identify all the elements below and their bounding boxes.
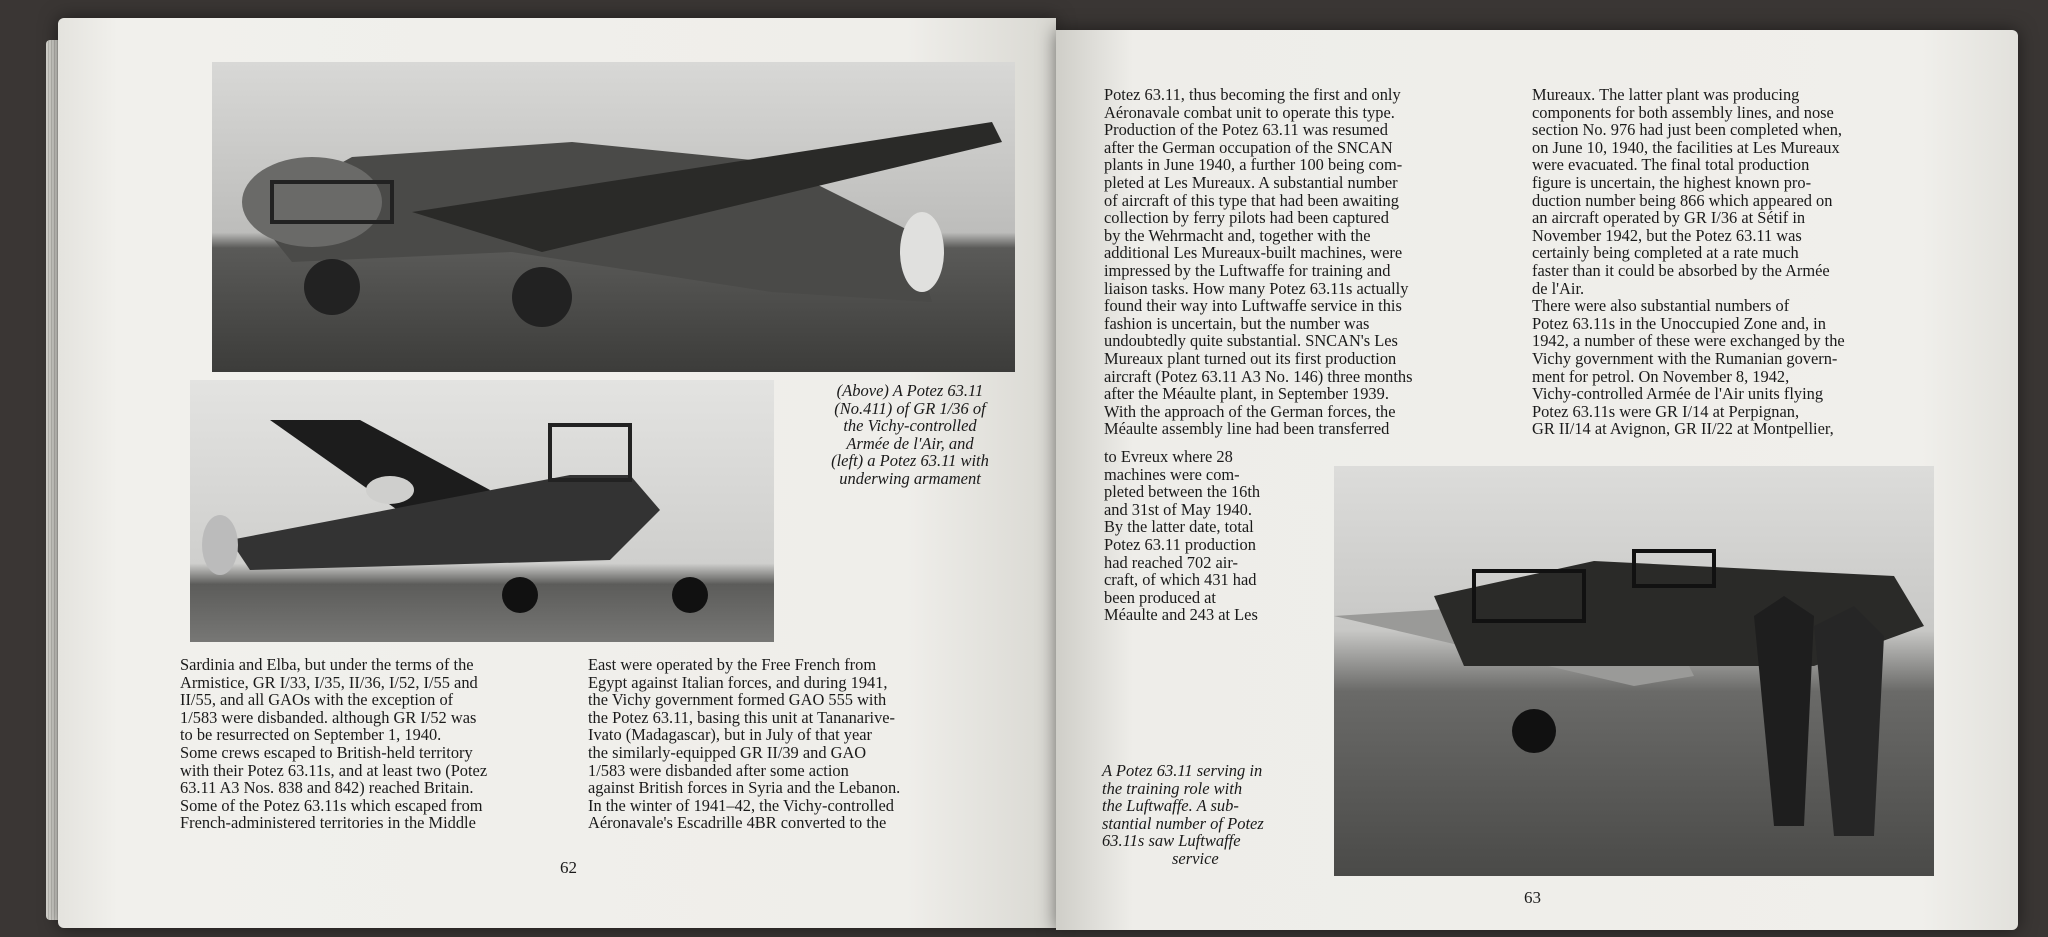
text-line: the similarly-equipped GR II/39 and GAO xyxy=(588,742,867,762)
text-line: fashion is uncertain, but the number was xyxy=(1104,313,1370,333)
text-line: had reached 702 air- xyxy=(1104,552,1238,572)
right-column-1 xyxy=(1104,86,1518,438)
text-line: impressed by the Luftwaffe for training and xyxy=(1104,260,1391,280)
text-line: the Vichy government formed GAO 555 with xyxy=(588,690,887,710)
text-line: Vichy-controlled Armée de l'Air units flying xyxy=(1532,384,1824,404)
text-line: plants in June 1940, a further 100 being com- xyxy=(1104,155,1403,175)
text-line: to Evreux where 28 xyxy=(1104,447,1233,466)
text-line: French-administered territories in the Middle xyxy=(180,813,476,833)
caption-left-photos xyxy=(800,382,1020,488)
caption-line: the training role with xyxy=(1102,778,1243,798)
text-line: after the German occupation of the SNCAN xyxy=(1104,137,1393,157)
caption-line: A Potez 63.11 serving in xyxy=(1102,761,1263,780)
text-line: additional Les Mureaux-built machines, were xyxy=(1104,243,1403,263)
text-line: collection by ferry pilots had been captured xyxy=(1104,208,1389,228)
photo-potez-underwing xyxy=(190,380,774,642)
caption-right-photo xyxy=(1102,762,1332,868)
text-line: Potez 63.11 production xyxy=(1104,534,1256,554)
text-line: In the winter of 1941–42, the Vichy-controlled xyxy=(588,795,894,815)
text-line: figure is uncertain, the highest known pro- xyxy=(1532,172,1812,192)
text-line: Potez 63.11s were GR I/14 at Perpignan, xyxy=(1532,401,1800,421)
text-line: Production of the Potez 63.11 was resumed xyxy=(1104,120,1388,140)
text-line: pleted at Les Mureaux. A substantial number xyxy=(1104,172,1398,192)
text-line: 1/583 were disbanded after some action xyxy=(588,760,849,780)
text-line: of aircraft of this type that had been awaiting xyxy=(1104,190,1399,210)
text-line: against British forces in Syria and the Lebanon. xyxy=(588,778,901,798)
text-line: were evacuated. The final total production xyxy=(1532,155,1810,175)
text-line: ment for petrol. On November 8, 1942, xyxy=(1532,366,1790,386)
text-line: after the Méaulte plant, in September 1939. xyxy=(1104,384,1389,404)
text-line: Potez 63.11s in the Unoccupied Zone and, in xyxy=(1532,313,1826,333)
text-line: and 31st of May 1940. xyxy=(1104,499,1252,519)
caption-line: (left) a Potez 63.11 with xyxy=(831,451,989,471)
photo-potez-top xyxy=(212,62,1015,372)
text-line: East were operated by the Free French from xyxy=(588,655,877,674)
text-line: faster than it could be absorbed by the Armée xyxy=(1532,260,1830,280)
text-line: Some crews escaped to British-held territory xyxy=(180,742,473,762)
page-number-left: 62 xyxy=(560,858,577,877)
text-line: There were also substantial numbers of xyxy=(1532,296,1790,316)
text-line: Potez 63.11, thus becoming the first and only xyxy=(1104,85,1401,104)
text-line: With the approach of the German forces, the xyxy=(1104,401,1396,421)
text-line: Ivato (Madagascar), but in July of that year xyxy=(588,725,873,745)
left-column-2 xyxy=(588,656,1008,832)
text-line: de l'Air. xyxy=(1532,278,1585,298)
text-line: By the latter date, total xyxy=(1104,517,1254,537)
text-line: Egypt against Italian forces, and during 1941, xyxy=(588,672,888,692)
caption-line: service xyxy=(1172,848,1219,868)
text-line: Mureaux. The latter plant was producing xyxy=(1532,85,1800,104)
text-line: Méaulte and 243 at Les xyxy=(1104,605,1258,625)
text-line: Some of the Potez 63.11s which escaped from xyxy=(180,795,483,815)
caption-line: the Luftwaffe. A sub- xyxy=(1102,796,1239,816)
photo-potez-luftwaffe xyxy=(1334,466,1934,876)
text-line: Aéronavale combat unit to operate this type. xyxy=(1104,102,1395,122)
text-line: November 1942, but the Potez 63.11 was xyxy=(1532,225,1802,245)
text-line: Méaulte assembly line had been transferred xyxy=(1104,419,1390,439)
text-line: section No. 976 had just been completed when, xyxy=(1532,120,1842,140)
caption-line: 63.11s saw Luftwaffe xyxy=(1102,831,1241,851)
text-line: Vichy government with the Rumanian govern- xyxy=(1532,348,1838,368)
text-line: certainly being completed at a rate much xyxy=(1532,243,1799,263)
text-line: machines were com- xyxy=(1104,464,1240,484)
caption-line: (Above) A Potez 63.11 xyxy=(836,381,984,400)
text-line: on June 10, 1940, the facilities at Les Mureaux xyxy=(1532,137,1840,157)
right-column-1-narrow xyxy=(1104,448,1312,624)
text-line: undoubtedly quite substantial. SNCAN's Les xyxy=(1104,331,1398,351)
text-line: been produced at xyxy=(1104,587,1216,607)
text-line: 1/583 were disbanded. although GR I/52 was xyxy=(180,707,477,727)
text-line: Sardinia and Elba, but under the terms of the xyxy=(180,655,474,674)
caption-line: the Vichy-controlled xyxy=(843,416,977,436)
text-line: craft, of which 431 had xyxy=(1104,570,1257,590)
text-line: components for both assembly lines, and nose xyxy=(1532,102,1834,122)
text-line: aircraft (Potez 63.11 A3 No. 146) three months xyxy=(1104,366,1413,386)
text-line: with their Potez 63.11s, and at least two (Potez xyxy=(180,760,488,780)
text-line: duction number being 866 which appeared on xyxy=(1532,190,1833,210)
caption-line: stantial number of Potez xyxy=(1102,813,1264,833)
caption-line: Armée de l'Air, and xyxy=(846,433,974,453)
text-line: Aéronavale's Escadrille 4BR converted to the xyxy=(588,813,887,833)
text-line: II/55, and all GAOs with the exception of xyxy=(180,690,454,710)
text-line: 63.11 A3 Nos. 838 and 842) reached Britain. xyxy=(180,778,474,798)
caption-line: (No.411) of GR 1/36 of xyxy=(834,398,986,418)
right-column-2 xyxy=(1532,86,1928,438)
text-line: GR II/14 at Avignon, GR II/22 at Montpellier, xyxy=(1532,419,1834,439)
caption-line: underwing armament xyxy=(839,468,981,488)
left-column-1 xyxy=(180,656,572,832)
page-number-right: 63 xyxy=(1524,888,1541,907)
text-line: by the Wehrmacht and, together with the xyxy=(1104,225,1371,245)
text-line: pleted between the 16th xyxy=(1104,482,1261,502)
text-line: 1942, a number of these were exchanged by the xyxy=(1532,331,1845,351)
text-line: Mureaux plant turned out its first production xyxy=(1104,348,1397,368)
text-line: the Potez 63.11, basing this unit at Tananarive- xyxy=(588,707,896,727)
text-line: Armistice, GR I/33, I/35, II/36, I/52, I/55 and xyxy=(180,672,478,692)
text-line: an aircraft operated by GR I/36 at Sétif in xyxy=(1532,208,1806,228)
text-line: found their way into Luftwaffe service in this xyxy=(1104,296,1402,316)
text-line: liaison tasks. How many Potez 63.11s actually xyxy=(1104,278,1409,298)
text-line: to be resurrected on September 1, 1940. xyxy=(180,725,442,745)
